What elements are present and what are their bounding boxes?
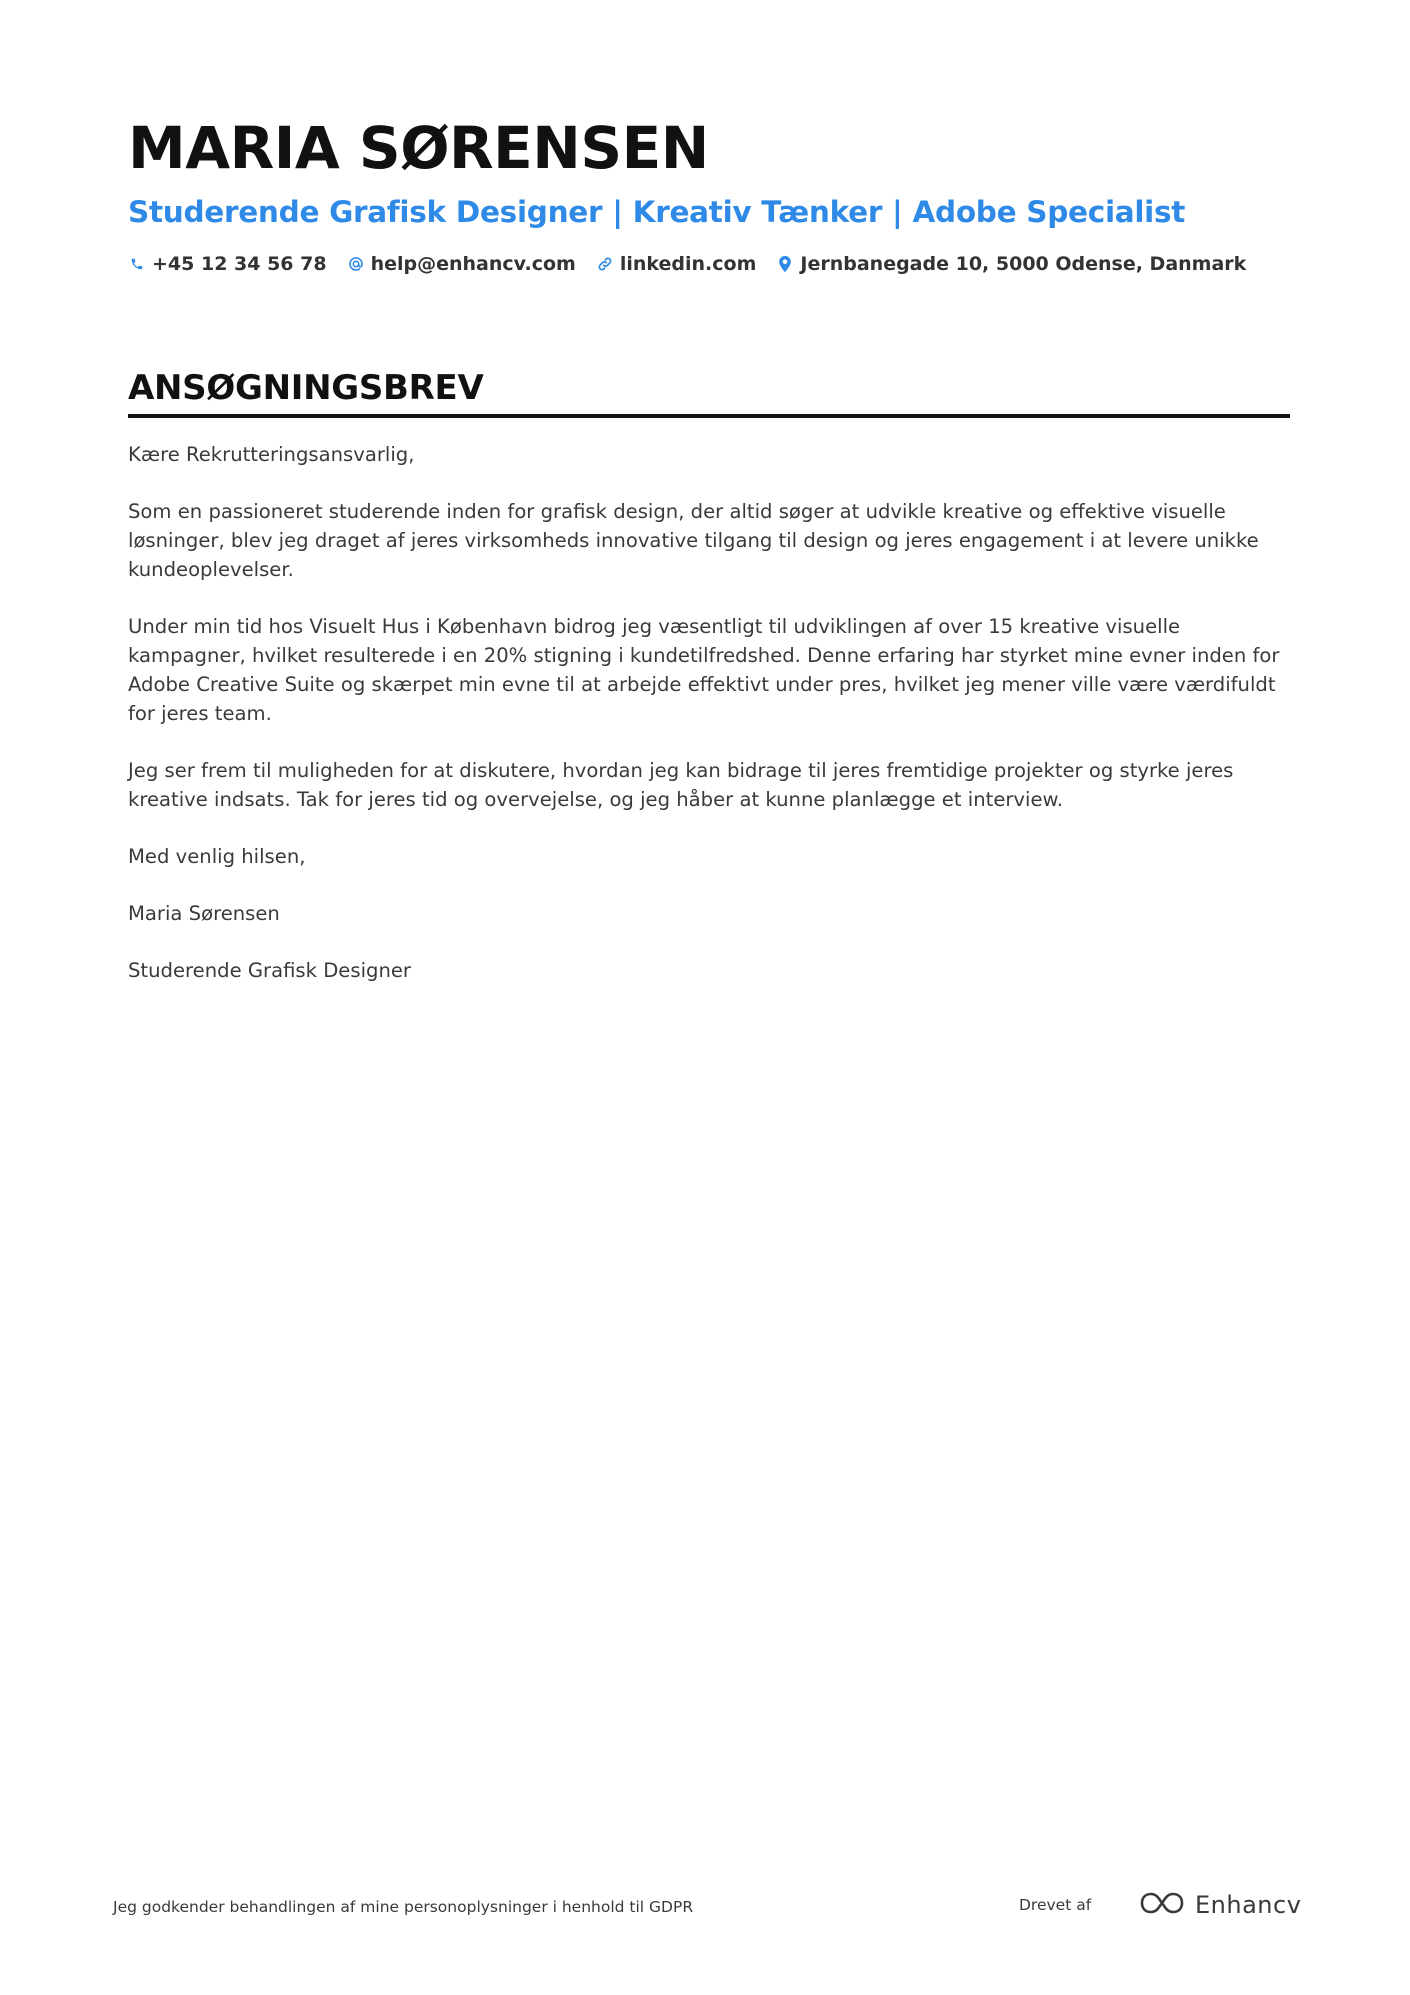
footer bbox=[113, 1890, 1302, 1930]
contact-email-text: help@enhancv.com bbox=[370, 253, 576, 275]
contact-phone[interactable] bbox=[128, 253, 327, 275]
contact-row bbox=[128, 253, 1288, 275]
powered-by-label: Drevet af bbox=[1019, 1896, 1092, 1914]
link-icon bbox=[596, 254, 614, 274]
contact-linkedin[interactable] bbox=[596, 253, 757, 275]
contact-phone-text: +45 12 34 56 78 bbox=[152, 253, 327, 275]
at-icon bbox=[347, 254, 365, 274]
gdpr-consent-text: Jeg godkender behandlingen af mine personoplysninger i henhold til GDPR bbox=[113, 1898, 694, 1916]
letter-greeting: Kære Rekrutteringsansvarlig, bbox=[128, 443, 415, 466]
section-heading bbox=[128, 364, 1290, 418]
brand-logo[interactable] bbox=[1139, 1890, 1301, 1920]
location-pin-icon bbox=[776, 254, 794, 274]
letter-closing: Med venlig hilsen, bbox=[128, 845, 306, 868]
header bbox=[128, 108, 1288, 275]
section-divider bbox=[128, 414, 1290, 418]
signature-name: Maria Sørensen bbox=[128, 902, 280, 925]
contact-email[interactable] bbox=[347, 253, 576, 275]
contact-address-text: Jernbanegade 10, 5000 Odense, Danmark bbox=[800, 253, 1247, 275]
contact-address bbox=[776, 253, 1246, 275]
phone-icon bbox=[128, 254, 146, 274]
candidate-name: MARIA SØRENSEN bbox=[128, 114, 709, 182]
letter-paragraph: Som en passioneret studerende inden for grafisk design, der altid søger at udvikle kreative og effektive visuelle løsninger, blev jeg draget af jeres virksomheds innovative tilgang til design og jeres engagement i at levere unikke kundeoplevelser. bbox=[128, 500, 1259, 581]
signature-title: Studerende Grafisk Designer bbox=[128, 959, 411, 982]
letter-paragraph: Under min tid hos Visuelt Hus i København bidrog jeg væsentligt til udviklingen af over 15 kreative visuelle kampagner, hvilket resulterede i en 20% stigning i kundetilfredshed. Denne erfaring har styrket mine evner inden for Adobe Creative Suite og skærpet min evne til at arbejde effektivt under pres, hvilket jeg mener ville være værdifuldt for jeres team. bbox=[128, 615, 1280, 725]
letter-paragraph: Jeg ser frem til muligheden for at diskutere, hvordan jeg kan bidrage til jeres fremtidige projekter og styrke jeres kreative indsats. Tak for jeres tid og overvejelse, og jeg håber at kunne planlægge et interview. bbox=[128, 759, 1234, 811]
candidate-tagline: Studerende Grafisk Designer | Kreativ Tænker | Adobe Specialist bbox=[128, 195, 1186, 229]
letter-body bbox=[128, 440, 1290, 1013]
section-title: ANSØGNINGSBREV bbox=[128, 368, 484, 408]
brand-name: Enhancv bbox=[1195, 1891, 1302, 1919]
contact-linkedin-text: linkedin.com bbox=[619, 253, 757, 275]
enhancv-logo-icon bbox=[1139, 1890, 1185, 1921]
